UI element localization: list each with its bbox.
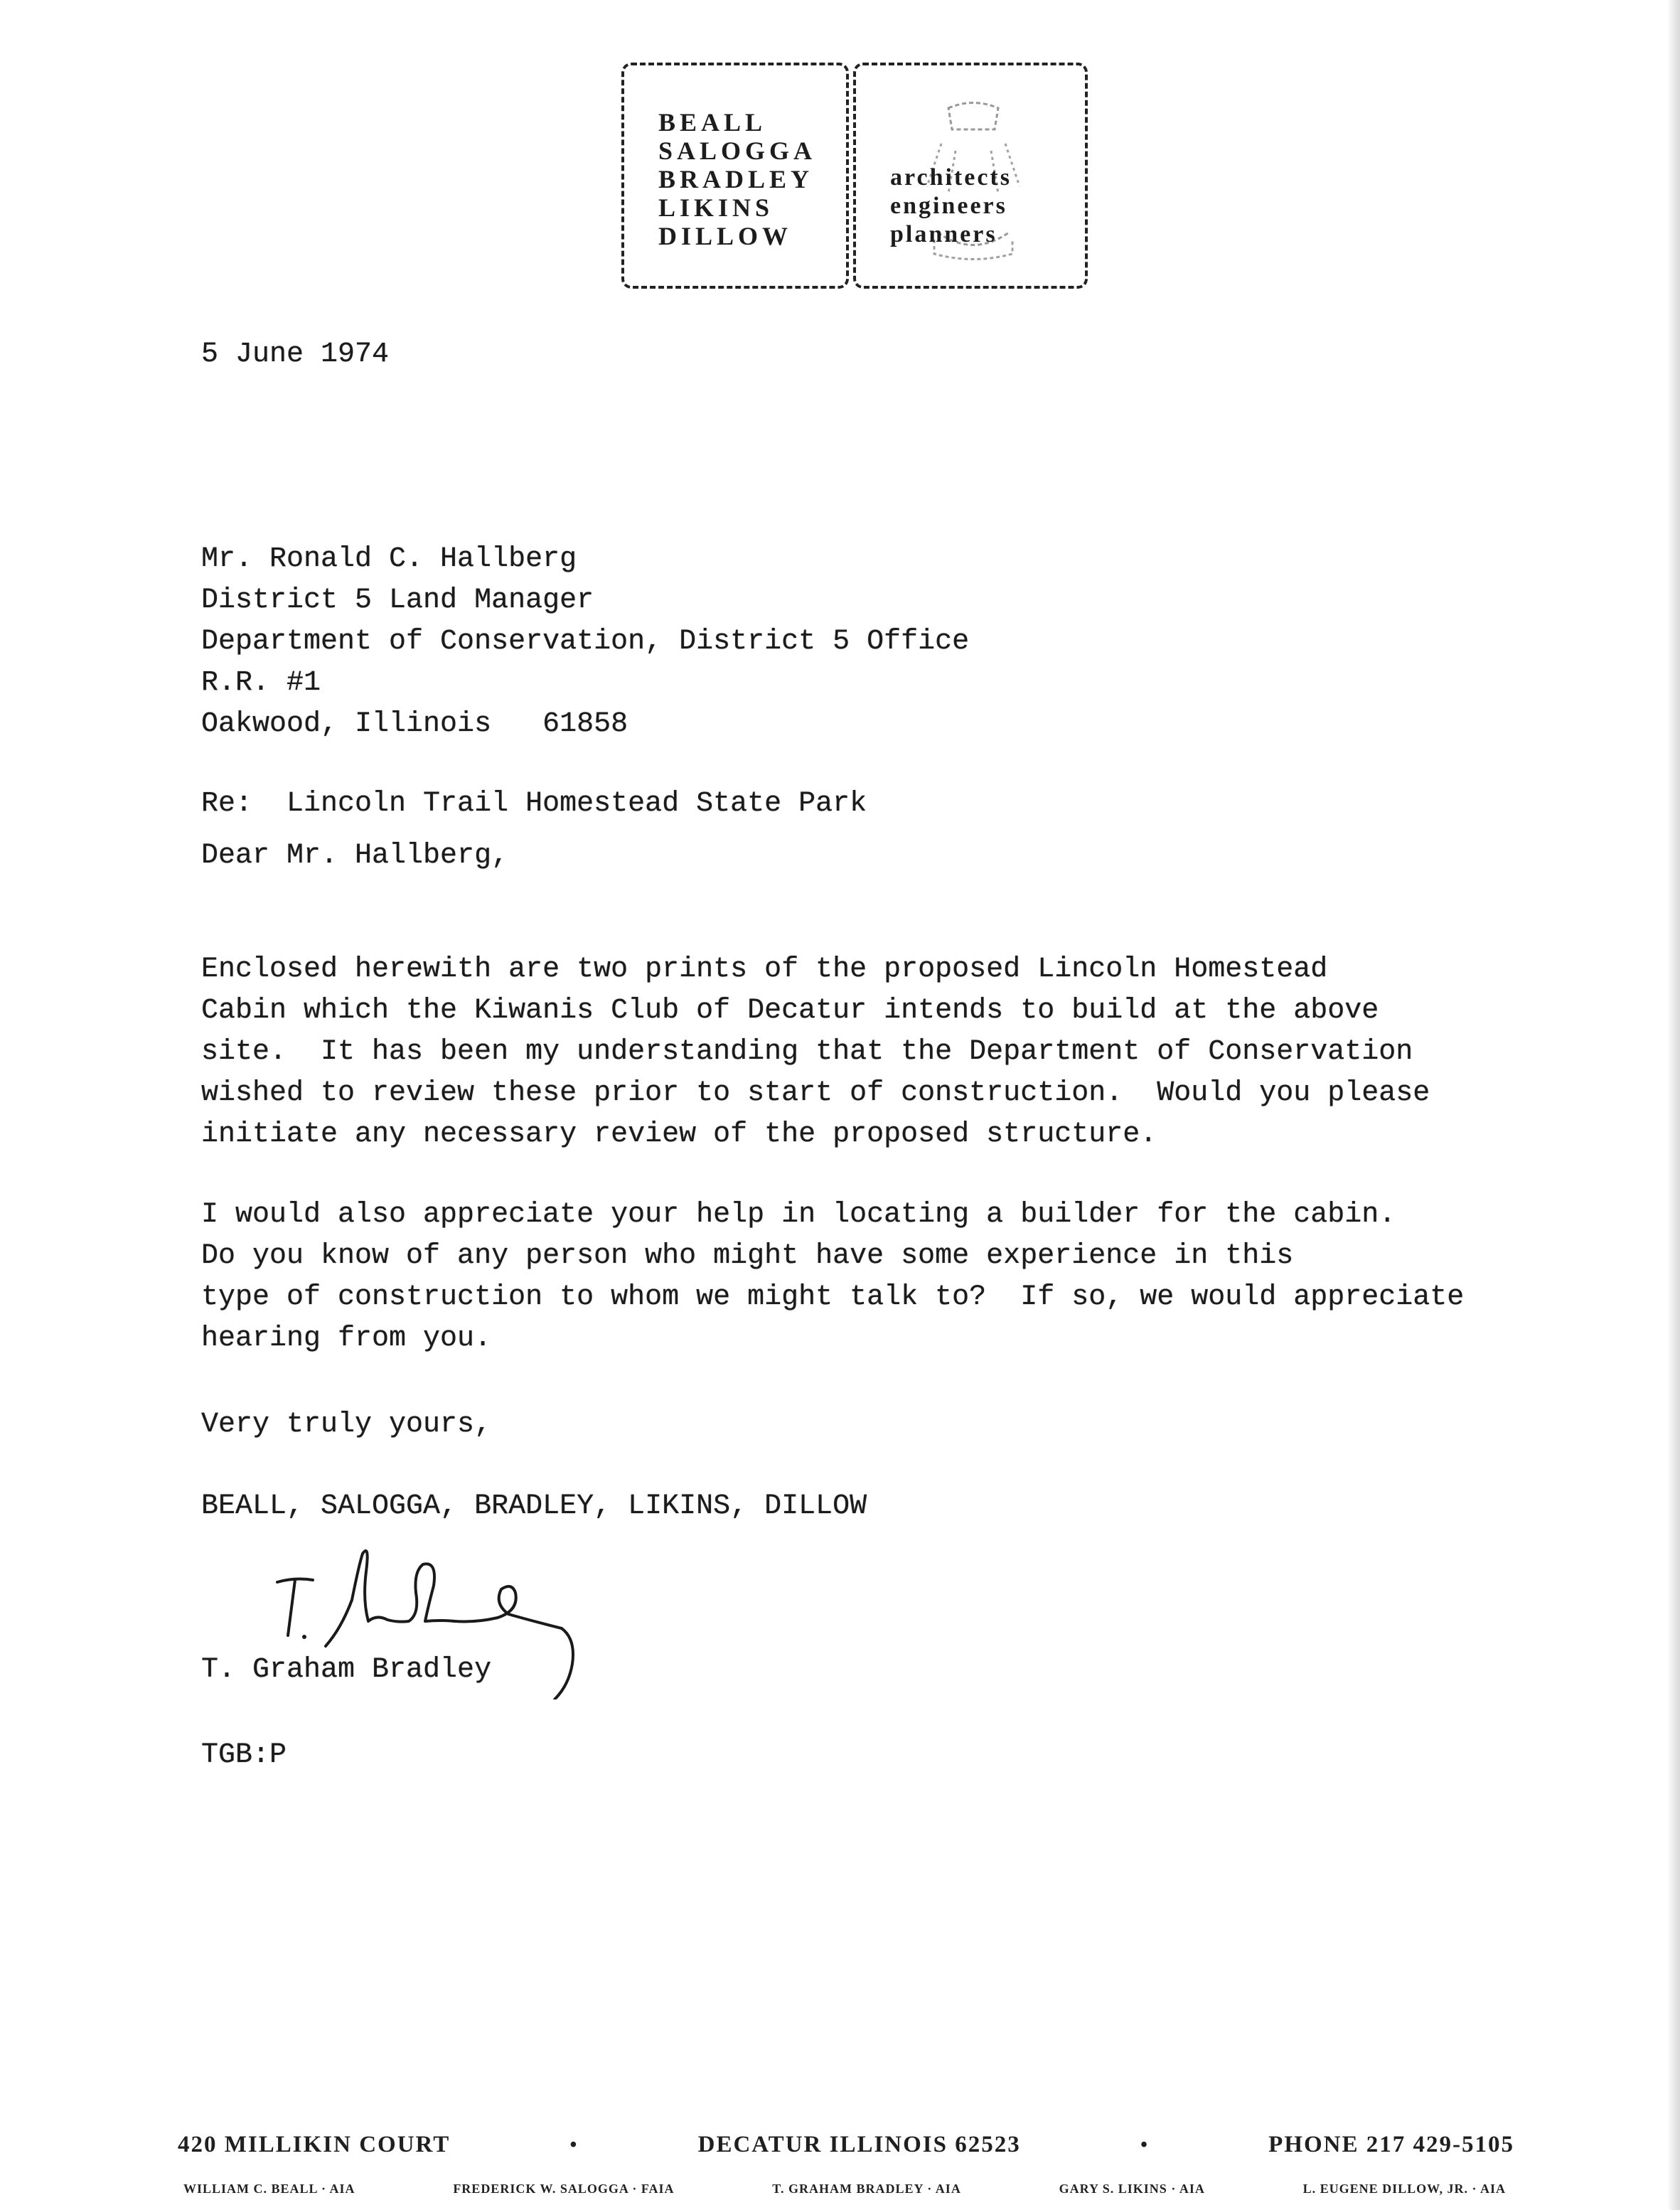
service-label: architects	[890, 164, 1012, 191]
service-label: planners	[890, 221, 997, 247]
body-paragraph-2	[201, 1195, 1464, 1360]
bullet-separator-icon: •	[569, 2133, 579, 2156]
paragraph-line: type of construction to whom we might talk to? If so, we would appreciate	[201, 1281, 1465, 1313]
footer-address-line	[178, 2132, 1514, 2158]
complimentary-close: Very truly yours,	[201, 1409, 492, 1441]
partner-name: T. GRAHAM BRADLEY · AIA	[772, 2182, 961, 2196]
reference-initials: TGB:P	[201, 1739, 287, 1771]
recipient-street: R.R. #1	[201, 667, 321, 699]
firm-name: DILLOW	[658, 222, 793, 250]
paragraph-line: initiate any necessary review of the proposed structure.	[201, 1119, 1157, 1151]
recipient-name: Mr. Ronald C. Hallberg	[201, 543, 577, 575]
partner-name: FREDERICK W. SALOGGA · FAIA	[453, 2182, 675, 2196]
paragraph-line: Do you know of any person who might have some experience in this	[201, 1240, 1294, 1272]
firm-signature-line: BEALL, SALOGGA, BRADLEY, LIKINS, DILLOW	[201, 1490, 867, 1522]
subject-line: Re: Lincoln Trail Homestead State Park	[201, 788, 867, 820]
letterhead-services-box	[853, 63, 1088, 289]
recipient-city-state-zip: Oakwood, Illinois 61858	[201, 708, 628, 740]
footer-partners-line	[183, 2182, 1506, 2196]
recipient-organization: Department of Conservation, District 5 Office	[201, 626, 970, 658]
letterhead-services	[890, 164, 1012, 249]
firm-name: LIKINS	[658, 193, 774, 222]
letterhead-names-box	[621, 63, 849, 289]
signer-name: T. Graham Bradley	[201, 1654, 492, 1686]
paragraph-line: wished to review these prior to start of construction. Would you please	[201, 1077, 1430, 1109]
firm-name: BRADLEY	[658, 165, 814, 193]
partner-name: GARY S. LIKINS · AIA	[1059, 2182, 1205, 2196]
service-label: engineers	[890, 193, 1007, 219]
paragraph-line: site. It has been my understanding that the Department of Conservation	[201, 1036, 1413, 1068]
salutation: Dear Mr. Hallberg,	[201, 840, 509, 872]
footer-city: DECATUR ILLINOIS 62523	[697, 2132, 1021, 2157]
firm-name: SALOGGA	[658, 137, 817, 165]
paragraph-line: Cabin which the Kiwanis Club of Decatur intends to build at the above	[201, 995, 1379, 1027]
paragraph-line: hearing from you.	[201, 1323, 492, 1355]
partner-name: L. EUGENE DILLOW, JR. · AIA	[1302, 2182, 1506, 2196]
letterhead	[621, 63, 1091, 297]
bullet-separator-icon: •	[1140, 2133, 1149, 2156]
paragraph-line: I would also appreciate your help in locating a builder for the cabin.	[201, 1199, 1396, 1231]
paragraph-line: Enclosed herewith are two prints of the proposed Lincoln Homestead	[201, 954, 1328, 986]
partner-name: WILLIAM C. BEALL · AIA	[183, 2182, 355, 2196]
recipient-title: District 5 Land Manager	[201, 584, 594, 616]
letterhead-firm-names	[658, 108, 816, 250]
footer-street: 420 MILLIKIN COURT	[178, 2132, 451, 2157]
firm-name: BEALL	[658, 108, 767, 137]
scan-edge-shadow	[1667, 0, 1680, 2210]
letter-date: 5 June 1974	[201, 338, 390, 370]
body-paragraph-1	[201, 949, 1430, 1155]
footer-phone: PHONE 217 429-5105	[1268, 2132, 1514, 2157]
recipient-address	[201, 539, 969, 745]
